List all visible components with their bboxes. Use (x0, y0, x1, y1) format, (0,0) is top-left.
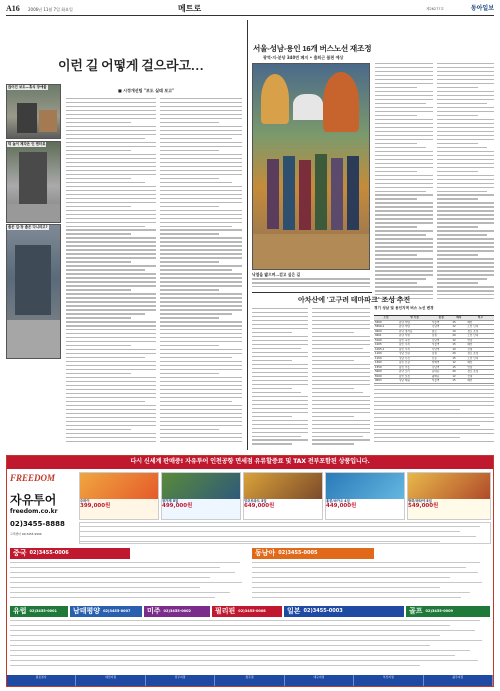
region-band-golf[interactable]: 골프 02)3455-0009 (406, 606, 490, 617)
table-cell: 15 (451, 320, 466, 325)
branch-item: 광주지점 (424, 675, 493, 686)
table-cell: 1500 (374, 361, 398, 366)
table-cell: 용인 수지 (398, 347, 431, 352)
feature-card[interactable]: 장가계 5일 499,000원 (161, 472, 241, 520)
table-cell: 20 (451, 370, 466, 375)
right-subhead: 광역·지-분당 340번 폐지 • 출퇴근 불편 예상 (263, 55, 344, 60)
section-divider (252, 292, 372, 293)
table-cell: 경로 조정 (466, 352, 494, 357)
photo-caption-1: 끊어진 보도—휴식 장애물 (8, 85, 47, 89)
branch-item: 종로본사 (7, 675, 76, 686)
hiking-photo-caption: 낙엽을 밟으며…걷고 싶은 길 (252, 272, 301, 277)
table-cell: 12 (451, 374, 466, 379)
table-cell: 서울역 (431, 320, 451, 325)
table-cell: 폐선 (466, 361, 494, 366)
table-cell: 경로 조정 (466, 370, 494, 375)
ad-company-block (10, 472, 76, 554)
table-cell: 1005-1 (374, 347, 398, 352)
hiking-photo (252, 63, 370, 270)
newspaper-logo: 동아일보 (470, 6, 494, 13)
table-cell: 광화문 (431, 374, 451, 379)
feature-card[interactable]: 방콕/파타야 5일 549,000원 (407, 472, 491, 520)
sub-article-body-col1 (252, 308, 308, 448)
table-cell: 5500-1 (374, 325, 398, 330)
table-cell: 5600 (374, 370, 398, 375)
region-band-japan[interactable]: 일본 02)3455-0003 (284, 606, 404, 617)
table-row (374, 379, 494, 384)
table-cell: 15 (451, 379, 466, 384)
right-article-body-col1 (375, 63, 433, 303)
left-article-body-col2 (160, 98, 242, 445)
edition-number: 제26277호 (426, 7, 444, 12)
branch-item: 대구지점 (285, 675, 354, 686)
company-note: 고객센터 02)3455-9999 (10, 531, 42, 536)
table-cell: 15 (451, 343, 466, 348)
table-header: 배차 (451, 316, 466, 320)
table-cell: 강남역 (431, 338, 451, 343)
table-cell: 5500 (374, 320, 398, 325)
left-article-body-col1 (66, 98, 156, 445)
company-phone: 02)3455-8888 (10, 520, 65, 529)
table-cell: 15 (451, 365, 466, 370)
table-cell: 용인 보정 (398, 374, 431, 379)
table-cell: 성남 수진 (398, 356, 431, 361)
table-header: 노선 (374, 316, 398, 320)
table-cell: 신촌 (431, 356, 451, 361)
route-table-title: 경기 성남 및 용인지역 버스 노선 변경 (374, 306, 434, 310)
bus-route-table (374, 315, 494, 384)
column-divider (247, 20, 248, 450)
region-band-europe[interactable]: 유럽 02)3455-0001 (10, 606, 68, 617)
left-subhead: ■ 시정개선팀 "보도 실태 보고" (118, 88, 175, 93)
photo-caption-2: 턱 높이 제각은 인 엔터로 (8, 142, 46, 146)
package-listing-strip (79, 522, 491, 544)
feature-card[interactable]: 주하이 399,000원 (79, 472, 159, 520)
table-body (374, 320, 494, 383)
region-band-southeast-asia[interactable]: 동남아 02)3455-0005 (252, 548, 374, 559)
branch-item: 대전지점 (76, 675, 145, 686)
table-cell: 1100 (374, 352, 398, 357)
table-cell: 신설 (466, 347, 494, 352)
table-cell: 9003 (374, 379, 398, 384)
branch-footer (7, 675, 493, 686)
table-cell: 용인 수지 (398, 343, 431, 348)
table-cell: 8100 (374, 374, 398, 379)
photo-caption-block (252, 272, 370, 290)
table-cell: 15 (451, 356, 466, 361)
branch-item: 부산지점 (354, 675, 423, 686)
table-cell: 12 (451, 325, 466, 330)
table-cell: 9401 (374, 334, 398, 339)
table-cell: 분당 정자동 (398, 329, 431, 334)
table-cell: 동대문 (431, 370, 451, 375)
table-cell: 잠실 (431, 334, 451, 339)
region-band-south-pacific[interactable]: 남태평양 02)3455-0007 (70, 606, 142, 617)
table-cell: 20 (451, 352, 466, 357)
branch-item: 전주지점 (146, 675, 215, 686)
table-cell: 종로 (431, 329, 451, 334)
table-cell: 12 (451, 361, 466, 366)
table-cell: 12 (451, 338, 466, 343)
sub-article-headline: 아차산에 '고구려 테마파크' 조성 추진 (298, 296, 411, 304)
region-band-china[interactable]: 중국 02)3455-0006 (10, 548, 130, 559)
table-cell: 용인 신갈 (398, 361, 431, 366)
sidewalk-photo-3 (6, 224, 61, 359)
table-cell: 5100 (374, 338, 398, 343)
table-cell: 노선 단축 (466, 334, 494, 339)
ad-banner (7, 456, 493, 469)
table-cell: 노선 단축 (466, 325, 494, 330)
page-number: A16 (6, 4, 20, 14)
table-cell: 용인 기흥 (398, 365, 431, 370)
page-header (6, 4, 494, 16)
photo-caption-3: 좁은 길·장 좁은 다니라고? (8, 225, 48, 229)
table-cell: 연장 (466, 365, 494, 370)
region-band-philippines[interactable]: 필리핀 02)3455-0008 (212, 606, 282, 617)
china-listings (10, 560, 250, 604)
right-headline: 서울-성남-용인 16개 버스노선 재조정 (253, 44, 372, 53)
table-cell: 1550 (374, 365, 398, 370)
table-cell: 1150 (374, 356, 398, 361)
table-cell: 양재역 (431, 361, 451, 366)
sub-article-body-col2 (312, 308, 370, 448)
section-title: 메트로 (178, 4, 202, 14)
table-cell: 9400 (374, 329, 398, 334)
table-cell: 폐선 (466, 343, 494, 348)
table-cell: 성남 태평 (398, 379, 431, 384)
table-cell: 용인 죽전 (398, 338, 431, 343)
table-header: 비고 (466, 316, 494, 320)
region-band-americas[interactable]: 미주 02)3455-0002 (144, 606, 210, 617)
right-article-body-col2 (437, 63, 494, 303)
travel-advertisement (6, 455, 494, 687)
table-cell: 1005 (374, 343, 398, 348)
table-cell: 연장 (466, 338, 494, 343)
table-cell: 서울역 (431, 379, 451, 384)
southeast-asia-listings (252, 560, 490, 604)
table-cell: 노선 단축 (466, 356, 494, 361)
table-cell: 서울역 (431, 343, 451, 348)
table-header: 종점 (431, 316, 451, 320)
regional-listings (10, 618, 490, 673)
table-cell: 분당 서현 (398, 334, 431, 339)
table-cell: 잠실 (431, 352, 451, 357)
branch-item: 청주점 (215, 675, 284, 686)
left-headline: 이런 길 어떻게 걸으라고… (58, 58, 204, 73)
company-url[interactable]: freedom.co.kr (10, 508, 58, 516)
company-name: 자유투어 (10, 493, 57, 508)
table-cell: 10 (451, 347, 466, 352)
caption-text (252, 278, 370, 290)
sidewalk-photo-2 (6, 141, 61, 223)
table-cell: 10 (451, 329, 466, 334)
table-cell: 폐선 (466, 379, 494, 384)
feature-card[interactable]: 앙코르와트 5일 649,000원 (243, 472, 323, 520)
table-cell: 사당역 (431, 347, 451, 352)
table-cell: 분당 야탑 (398, 325, 431, 330)
right-article-tail (374, 385, 494, 448)
issue-date: 2006년 11월 7일 화요일 (28, 6, 73, 12)
table-cell: 경로 조정 (466, 329, 494, 334)
table-cell: 폐선 (466, 320, 494, 325)
feature-card[interactable]: 홍콩/마카오 4일 449,000원 (325, 472, 405, 520)
table-cell: 강남역 (431, 325, 451, 330)
table-cell: 20 (451, 334, 466, 339)
ad-banner-text: 다시 신세계 판매중! 자유투어 인천공항 면세점 유류할증료 및 TAX 전부포함된 상품입니다. (130, 458, 370, 466)
brand-logo: FREEDOM (10, 473, 56, 483)
table-cell: 분당 야탑 (398, 320, 431, 325)
table-header: 현 기점 (398, 316, 431, 320)
table-cell: 분당 오리 (398, 370, 431, 375)
sidewalk-photo-1 (6, 84, 61, 139)
table-cell: 강남역 (431, 365, 451, 370)
table-cell: 성남 모란 (398, 352, 431, 357)
table-cell: 신설 (466, 374, 494, 379)
